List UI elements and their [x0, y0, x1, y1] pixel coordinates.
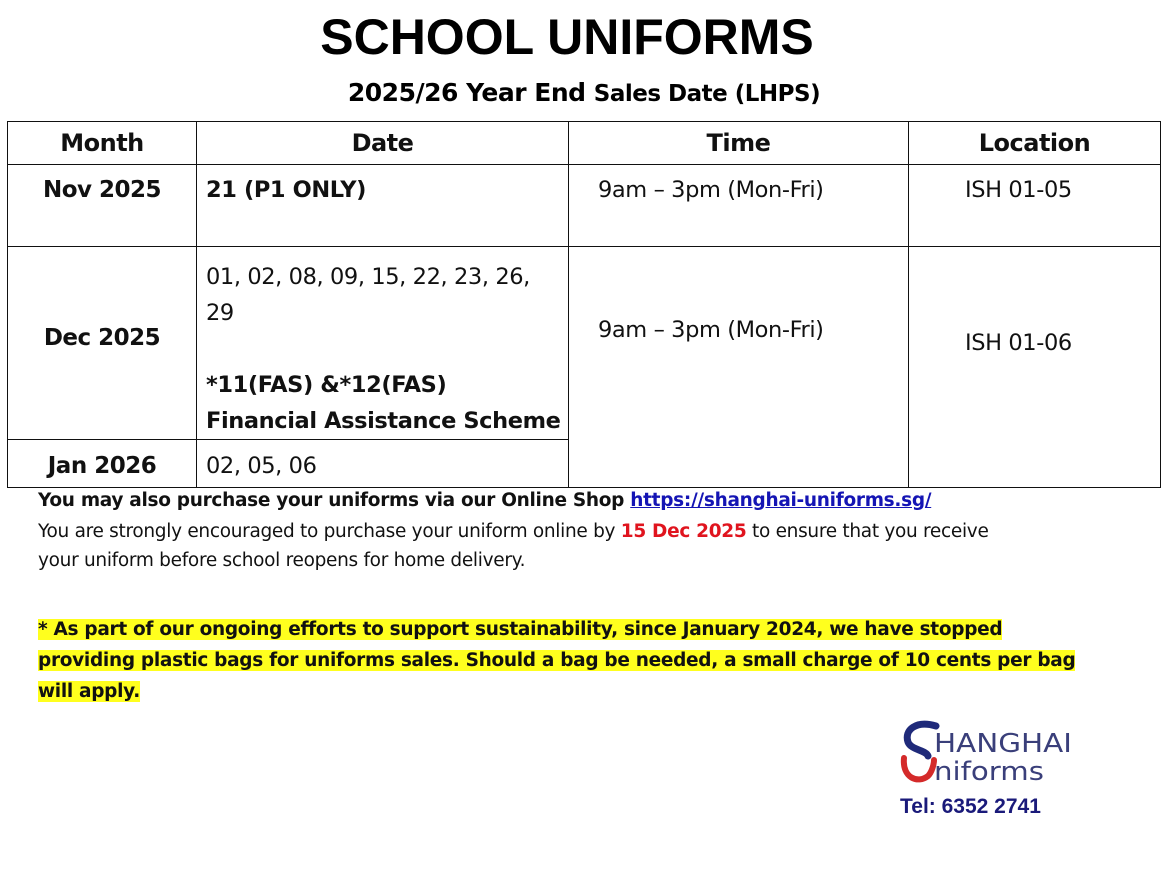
- month-cell: [8, 165, 197, 247]
- time-dec-jan: 9am – 3pm (Mon-Fri): [598, 317, 824, 343]
- header-location: Location: [909, 122, 1161, 165]
- month-nov: Nov 2025: [42, 177, 162, 203]
- month-cell: [8, 440, 197, 488]
- encourage-note-line2: your uniform before school reopens for home delivery.: [38, 550, 526, 571]
- logo-text-niforms: niforms: [934, 757, 1044, 787]
- date-cell: [197, 165, 569, 247]
- month-cell: [8, 247, 197, 440]
- month-dec: Dec 2025: [43, 325, 161, 351]
- encourage-text: You are strongly encouraged to purchase your uniform online by: [38, 521, 621, 542]
- date-nov: 21 (P1 ONLY): [206, 177, 366, 203]
- table-row-nov: [8, 165, 1161, 247]
- header-time: Time: [569, 122, 909, 165]
- dec-dates-line2: 29: [206, 300, 234, 326]
- table-row-dec: [8, 247, 1161, 440]
- dec-fas-label: Financial Assistance Scheme: [206, 408, 561, 434]
- deadline-date: 15 Dec 2025: [620, 521, 747, 542]
- page-title: SCHOOL UNIFORMS: [320, 9, 814, 65]
- header-date: Date: [197, 122, 569, 165]
- location-cell: [909, 165, 1161, 247]
- online-shop-link[interactable]: https://shanghai-uniforms.sg/: [630, 490, 932, 511]
- subtitle-sales-date: Sales Date (LHPS): [593, 81, 821, 107]
- location-cell: [909, 247, 1161, 488]
- header-month: Month: [8, 122, 197, 165]
- page-subtitle: [0, 78, 1168, 107]
- sustainability-line2: providing plastic bags for uniforms sales. Should a bag be needed, a small charge of 10 cents per bag: [38, 650, 1076, 671]
- shanghai-uniforms-logo: [896, 720, 1081, 794]
- dec-dates-line1: 01, 02, 08, 09, 15, 22, 23, 26,: [206, 264, 530, 290]
- date-cell: [197, 247, 569, 440]
- table-header-row: [8, 122, 1161, 165]
- encourage-text-end: to ensure that you receive: [746, 521, 989, 542]
- time-nov: 9am – 3pm (Mon-Fri): [598, 177, 824, 203]
- subtitle-year: 2025/26 Year End: [347, 78, 594, 107]
- telephone-number: Tel: 6352 2741: [900, 795, 1041, 818]
- online-shop-text: You may also purchase your uniforms via our Online Shop: [38, 490, 631, 511]
- date-cell: [197, 440, 569, 488]
- sustainability-line3: will apply.: [38, 681, 140, 702]
- online-shop-note: [38, 490, 931, 511]
- location-nov: ISH 01-05: [965, 177, 1072, 203]
- sustainability-line1: * As part of our ongoing efforts to support sustainability, since January 2024, we have stopped: [38, 619, 1003, 640]
- time-cell: [569, 247, 909, 488]
- month-jan: Jan 2026: [47, 453, 157, 479]
- sales-schedule-table: [7, 121, 1161, 488]
- logo-text-hanghai: HANGHAI: [934, 729, 1072, 759]
- date-jan: 02, 05, 06: [206, 453, 317, 479]
- location-dec-jan: ISH 01-06: [965, 330, 1072, 356]
- encourage-note-line1: [38, 521, 989, 542]
- dec-fas-dates: *11(FAS) &*12(FAS): [206, 372, 447, 398]
- logo-mark-icon: [896, 720, 1081, 790]
- sustainability-note: [38, 614, 1075, 707]
- time-cell: [569, 165, 909, 247]
